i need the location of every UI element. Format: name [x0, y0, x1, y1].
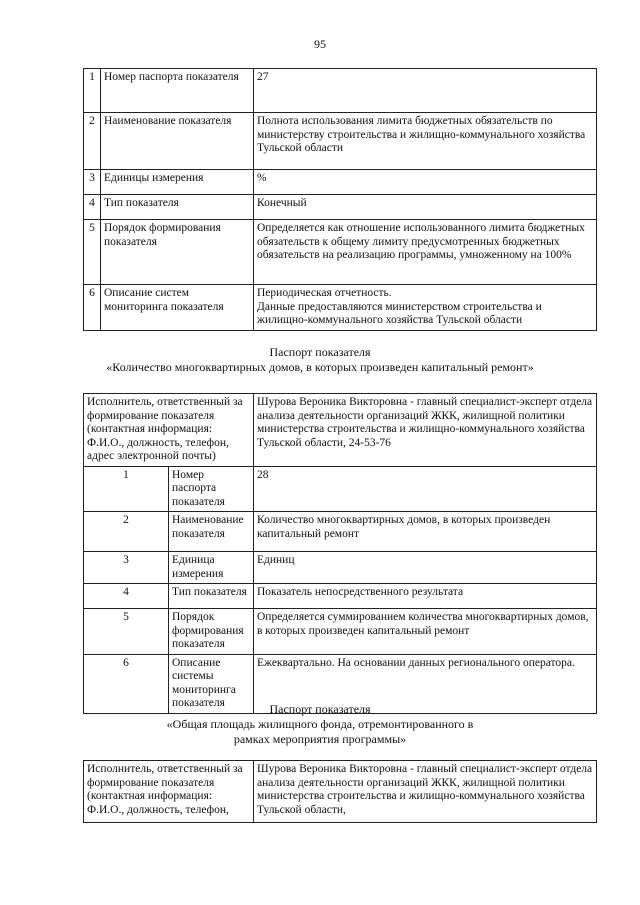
row-value: Показатель непосредственного результата: [254, 584, 597, 609]
table-row: [84, 512, 597, 552]
executor-label: Исполнитель, ответственный за формирование показателя (контактная информация: Ф.И.О., должность, телефон, адрес электронной почты): [84, 394, 254, 467]
row-label: Описание системы мониторинга показателя: [169, 654, 254, 713]
row-value: Полнота использования лимита бюджетных обязательств по министерству строительства и жилищно-коммунального хозяйства Тульской области: [254, 113, 597, 170]
row-value: Определяется как отношение использованного лимита бюджетных обязательств к общему лимиту предусмотренных бюджетных обязательств на реализацию программы, умноженному на 100%: [254, 220, 597, 285]
row-label: Тип показателя: [169, 584, 254, 609]
value-line: Данные предоставляются министерством строительства и жилищно-коммунального хозяйства Тульской области: [257, 300, 542, 326]
row-number: 2: [84, 512, 169, 552]
row-label: Единица измерения: [169, 552, 254, 584]
executor-value: Шурова Вероника Викторовна - главный специалист-эксперт отдела анализа деятельности организаций ЖКК, жилищной политики министерства строительства и жилищно-коммунального хозяйства Тульской области, 24-53-76: [254, 394, 597, 467]
passport-table-27: [83, 68, 597, 331]
row-value: 28: [254, 466, 597, 512]
table-row: [84, 69, 597, 113]
page-number: 95: [314, 37, 326, 51]
row-label: Описание систем мониторинга показателя: [101, 285, 254, 331]
row-number: 6: [84, 285, 101, 331]
table-row: [84, 170, 597, 195]
row-number: 5: [84, 609, 169, 655]
row-number: 5: [84, 220, 101, 285]
row-value: [254, 285, 597, 331]
row-number: 1: [84, 69, 101, 113]
row-number: 6: [84, 654, 169, 713]
passport-table-29: [83, 760, 597, 823]
row-number: 3: [84, 170, 101, 195]
table-row: [84, 113, 597, 170]
row-value: Конечный: [254, 195, 597, 220]
row-number: 4: [84, 584, 169, 609]
row-label: Наименование показателя: [169, 512, 254, 552]
table-row: [84, 466, 597, 512]
table-row: [84, 609, 597, 655]
value-line: Периодическая отчетность.: [257, 287, 392, 299]
row-value: Единиц: [254, 552, 597, 584]
row-value: 27: [254, 69, 597, 113]
row-label: Наименование показателя: [101, 113, 254, 170]
table-row: [84, 584, 597, 609]
executor-label: Исполнитель, ответственный за формирование показателя (контактная информация: Ф.И.О., должность, телефон,: [84, 761, 254, 823]
section-heading: Паспорт показателя: [269, 345, 371, 359]
row-number: 4: [84, 195, 101, 220]
row-value: Ежеквартально. На основании данных регионального оператора.: [254, 654, 597, 713]
executor-row: [84, 394, 597, 467]
executor-row: [84, 761, 597, 823]
section-heading: Паспорт показателя: [269, 702, 371, 716]
row-value: Количество многоквартирных домов, в которых произведен капитальный ремонт: [254, 512, 597, 552]
row-label: Номер паспорта показателя: [169, 466, 254, 512]
row-label: Порядок формирования показателя: [101, 220, 254, 285]
passport-table-28: [83, 393, 597, 714]
row-value: %: [254, 170, 597, 195]
table-row: [84, 285, 597, 331]
table-row: [84, 220, 597, 285]
row-number: 3: [84, 552, 169, 584]
section-title: «Общая площадь жилищного фонда, отремонтированного в рамках мероприятия программы»: [166, 717, 474, 746]
row-label: Единицы измерения: [101, 170, 254, 195]
table-row: [84, 552, 597, 584]
row-number: 1: [84, 466, 169, 512]
table-row: [84, 195, 597, 220]
executor-value: Шурова Вероника Викторовна - главный специалист-эксперт отдела анализа деятельности организаций ЖКК, жилищной политики министерства строительства и жилищно-коммунального хозяйства Тульской области,: [254, 761, 597, 823]
row-label: Номер паспорта показателя: [101, 69, 254, 113]
row-value: Определяется суммированием количества многоквартирных домов, в которых произведен капитальный ремонт: [254, 609, 597, 655]
row-label: Порядок формирования показателя: [169, 609, 254, 655]
section-title: «Количество многоквартирных домов, в которых произведен капитальный ремонт»: [106, 360, 534, 374]
row-number: 2: [84, 113, 101, 170]
row-label: Тип показателя: [101, 195, 254, 220]
